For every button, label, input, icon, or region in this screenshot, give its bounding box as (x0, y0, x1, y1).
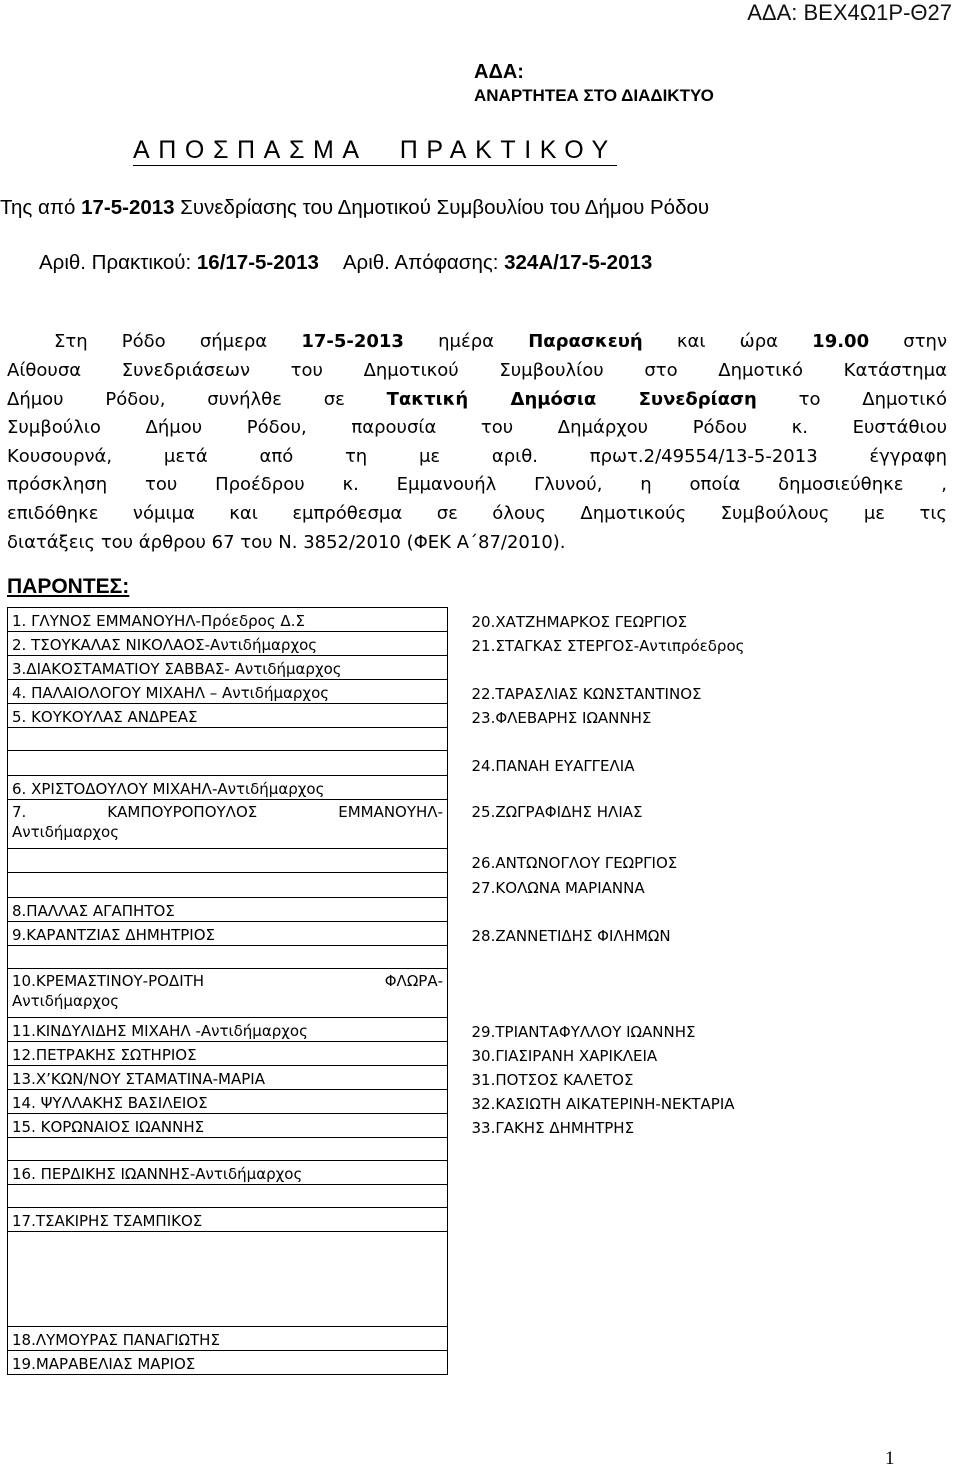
attendees-table (7, 607, 954, 1375)
title-part-1: ΑΠΟΣΠΑΣΜΑ (133, 136, 368, 164)
intro-line-7: επιδόθηκε νόμιμα και εμπρόθεσμα σε όλους Δημοτικούς Συμβούλους με τις (7, 502, 947, 524)
attendee-cell: 29.ΤΡΙΑΝΤΑΦΥΛΛΟΥ ΙΩΑΝΝΗΣ (471, 1022, 696, 1041)
attendee-cell: 27.ΚΟΛΩΝΑ ΜΑΡΙΑΝΝΑ (471, 878, 645, 897)
table-row (8, 1208, 954, 1232)
table-row (8, 1042, 954, 1066)
ada-code: ΑΔΑ: ΒΕΧ4Ω1Ρ-Θ27 (747, 0, 952, 25)
table-row (8, 1161, 954, 1185)
table-row (8, 728, 954, 751)
table-row (8, 704, 954, 728)
attendee-cell: 9.ΚΑΡΑΝΤΖΙΑΣ ΔΗΜΗΤΡΙΟΣ (8, 922, 448, 946)
meeting-date: 17-5-2013 (81, 196, 175, 219)
page-number: 1 (885, 1448, 895, 1469)
ada-label: ΑΔΑ: (474, 61, 524, 83)
attendee-cell: 32.ΚΑΣΙΩΤΗ ΑΙΚΑΤΕΡΙΝΗ-ΝΕΚΤΑΡΙΑ (471, 1094, 735, 1113)
decision-label: Αριθ. Απόφασης: (342, 251, 505, 274)
table-row (8, 1090, 954, 1114)
attendee-cell: 1. ΓΛΥΝΟΣ ΕΜΜΑΝΟΥΗΛ-Πρόεδρος Δ.Σ (8, 608, 448, 632)
intro-line-3: Δήμου Ρόδου, συνήλθε σε Τακτική Δημόσια Συνεδρίαση το Δημοτικό (7, 388, 947, 410)
attendee-cell: 31.ΠΟΤΣΟΣ ΚΑΛΕΤΟΣ (471, 1070, 634, 1089)
table-row (8, 1185, 954, 1208)
attendee-cell: 25.ΖΩΓΡΑΦΙΔΗΣ ΗΛΙΑΣ (471, 802, 643, 821)
title-part-2: ΠΡΑΚΤΙΚΟΥ (399, 136, 617, 164)
table-row (8, 873, 954, 898)
attendee-cell: 30.ΓΙΑΣΙΡΑΝΗ ΧΑΡΙΚΛΕΙΑ (471, 1046, 658, 1065)
meeting-line (0, 196, 709, 220)
intro-line-4: Συμβούλιο Δήμου Ρόδου, παρουσία του Δημάρχου Ρόδου κ. Ευστάθιου (7, 417, 947, 439)
intro-paragraph (7, 357, 947, 557)
attendee-cell: 4. ΠΑΛΑΙΟΛΟΓΟΥ ΜΙΧΑΗΛ – Αντιδήμαρχος (8, 680, 448, 704)
intro-line-1: Στη Ρόδο σήμερα 17-5-2013 ημέρα Παρασκευή και ώρα 19.00 στην (54, 331, 947, 352)
meeting-line-suffix: Συνεδρίασης του Δημοτικού Συμβουλίου του Δήμου Ρόδου (174, 196, 710, 219)
intro-line-8: διατάξεις του άρθρου 67 του Ν. 3852/2010 (ΦΕΚ Α΄87/2010). (7, 531, 566, 553)
table-row (8, 849, 954, 873)
table-row (8, 946, 954, 969)
attendee-cell: 21.ΣΤΑΓΚΑΣ ΣΤΕΡΓΟΣ-Αντιπρόεδρος (471, 636, 745, 655)
attendee-cell: 15. ΚΟΡΩΝΑΙΟΣ ΙΩΑΝΝΗΣ (8, 1114, 448, 1138)
intro-line-6: πρόσκληση του Προέδρου κ. Εμμανουήλ Γλυνού, η οποία δημοσιεύθηκε , (7, 474, 947, 496)
attendee-cell: 18.ΛΥΜΟΥΡΑΣ ΠΑΝΑΓΙΩΤΗΣ (8, 1327, 448, 1351)
intro-line-2: Αίθουσα Συνεδριάσεων του Δημοτικού Συμβουλίου στο Δημοτικό Κατάστημα (7, 360, 947, 381)
attendee-cell: 2. ΤΣΟΥΚΑΛΑΣ ΝΙΚΟΛΑΟΣ-Αντιδήμαρχος (8, 632, 448, 656)
table-row (8, 776, 954, 800)
intro-line-5: Κουσουρνά, μετά από τη με αριθ. πρωτ.2/49554/13-5-2013 έγγραφη (7, 445, 947, 467)
attendee-cell: 16. ΠΕΡΔΙΚΗΣ ΙΩΑΝΝΗΣ-Αντιδήμαρχος (8, 1161, 448, 1185)
attendee-cell: 26.ΑΝΤΩΝΟΓΛΟΥ ΓΕΩΡΓΙΟΣ (471, 853, 678, 872)
table-row (8, 608, 954, 632)
minutes-label: Αριθ. Πρακτικού: (39, 251, 197, 274)
attendee-cell: 33.ΓΑΚΗΣ ΔΗΜΗΤΡΗΣ (471, 1118, 635, 1137)
attendee-cell: 10.ΚΡΕΜΑΣΤΙΝΟΥ-ΡΟΔΙΤΗ ΦΛΩΡΑ- Αντιδήμαρχος (8, 969, 448, 1018)
table-row (8, 1138, 954, 1161)
table-row (8, 680, 954, 704)
attendee-cell: 6. ΧΡΙΣΤΟΔΟΥΛΟΥ ΜΙΧΑΗΛ-Αντιδήμαρχος (8, 776, 448, 800)
table-row (8, 800, 954, 849)
table-row (8, 1066, 954, 1090)
attendee-cell: 20.ΧΑΤΖΗΜΑΡΚΟΣ ΓΕΩΡΓΙΟΣ (471, 612, 688, 631)
table-row (8, 1327, 954, 1351)
table-row (8, 1351, 954, 1375)
attendee-cell: 14. ΨΥΛΛΑΚΗΣ ΒΑΣΙΛΕΙΟΣ (8, 1090, 448, 1114)
attendee-cell: 19.ΜΑΡΑΒΕΛΙΑΣ ΜΑΡΙΟΣ (8, 1351, 448, 1375)
table-row (8, 656, 954, 680)
table-row (8, 1114, 954, 1138)
table-row (8, 969, 954, 1018)
attendee-cell: 24.ΠΑΝΑΗ ΕΥΑΓΓΕΛΙΑ (471, 756, 635, 775)
decision-number: 324Α/17-5-2013 (504, 251, 653, 274)
ada-notice: ΑΝΑΡΤΗΤΕΑ ΣΤΟ ΔΙΑΔΙΚΤΥΟ (474, 86, 714, 105)
minutes-decision-line (39, 251, 652, 275)
table-row (8, 898, 954, 922)
attendee-cell: 8.ΠΑΛΛΑΣ ΑΓΑΠΗΤΟΣ (8, 898, 448, 922)
document-title (133, 135, 617, 166)
minutes-number: 16/17-5-2013 (196, 251, 319, 274)
attendee-cell: 11.ΚΙΝΔΥΛΙΔΗΣ ΜΙΧΑΗΛ -Αντιδήμαρχος (8, 1018, 448, 1042)
attendee-cell: 5. ΚΟΥΚΟΥΛΑΣ ΑΝΔΡΕΑΣ (8, 704, 448, 728)
meeting-line-prefix: Της από (0, 196, 82, 219)
table-row (8, 922, 954, 946)
table-row (8, 1232, 954, 1327)
attendee-cell: 17.ΤΣΑΚΙΡΗΣ ΤΣΑΜΠΙΚΟΣ (8, 1208, 448, 1232)
attendee-cell: 12.ΠΕΤΡΑΚΗΣ ΣΩΤΗΡΙΟΣ (8, 1042, 448, 1066)
attendee-cell: 7. ΚΑΜΠΟΥΡΟΠΟΥΛΟΣ ΕΜΜΑΝΟΥΗΛ- Αντιδήμαρχος (8, 800, 448, 849)
attendee-cell: 13.Χ’ΚΩΝ/ΝΟΥ ΣΤΑΜΑΤΙΝΑ-ΜΑΡΙΑ (8, 1066, 448, 1090)
attendee-cell: 28.ΖΑΝΝΕΤΙΔΗΣ ΦΙΛΗΜΩΝ (471, 926, 671, 945)
attendee-cell: 23.ΦΛΕΒΑΡΗΣ ΙΩΑΝΝΗΣ (471, 708, 652, 727)
attendee-cell: 22.ΤΑΡΑΣΛΙΑΣ ΚΩΝΣΤΑΝΤΙΝΟΣ (471, 684, 702, 703)
table-row (8, 632, 954, 656)
present-heading: ΠΑΡΟΝΤΕΣ: (7, 575, 130, 598)
table-row (8, 751, 954, 776)
attendee-cell: 3.ΔΙΑΚΟΣΤΑΜΑΤΙΟΥ ΣΑΒΒΑΣ- Αντιδήμαρχος (8, 656, 448, 680)
table-row (8, 1018, 954, 1042)
